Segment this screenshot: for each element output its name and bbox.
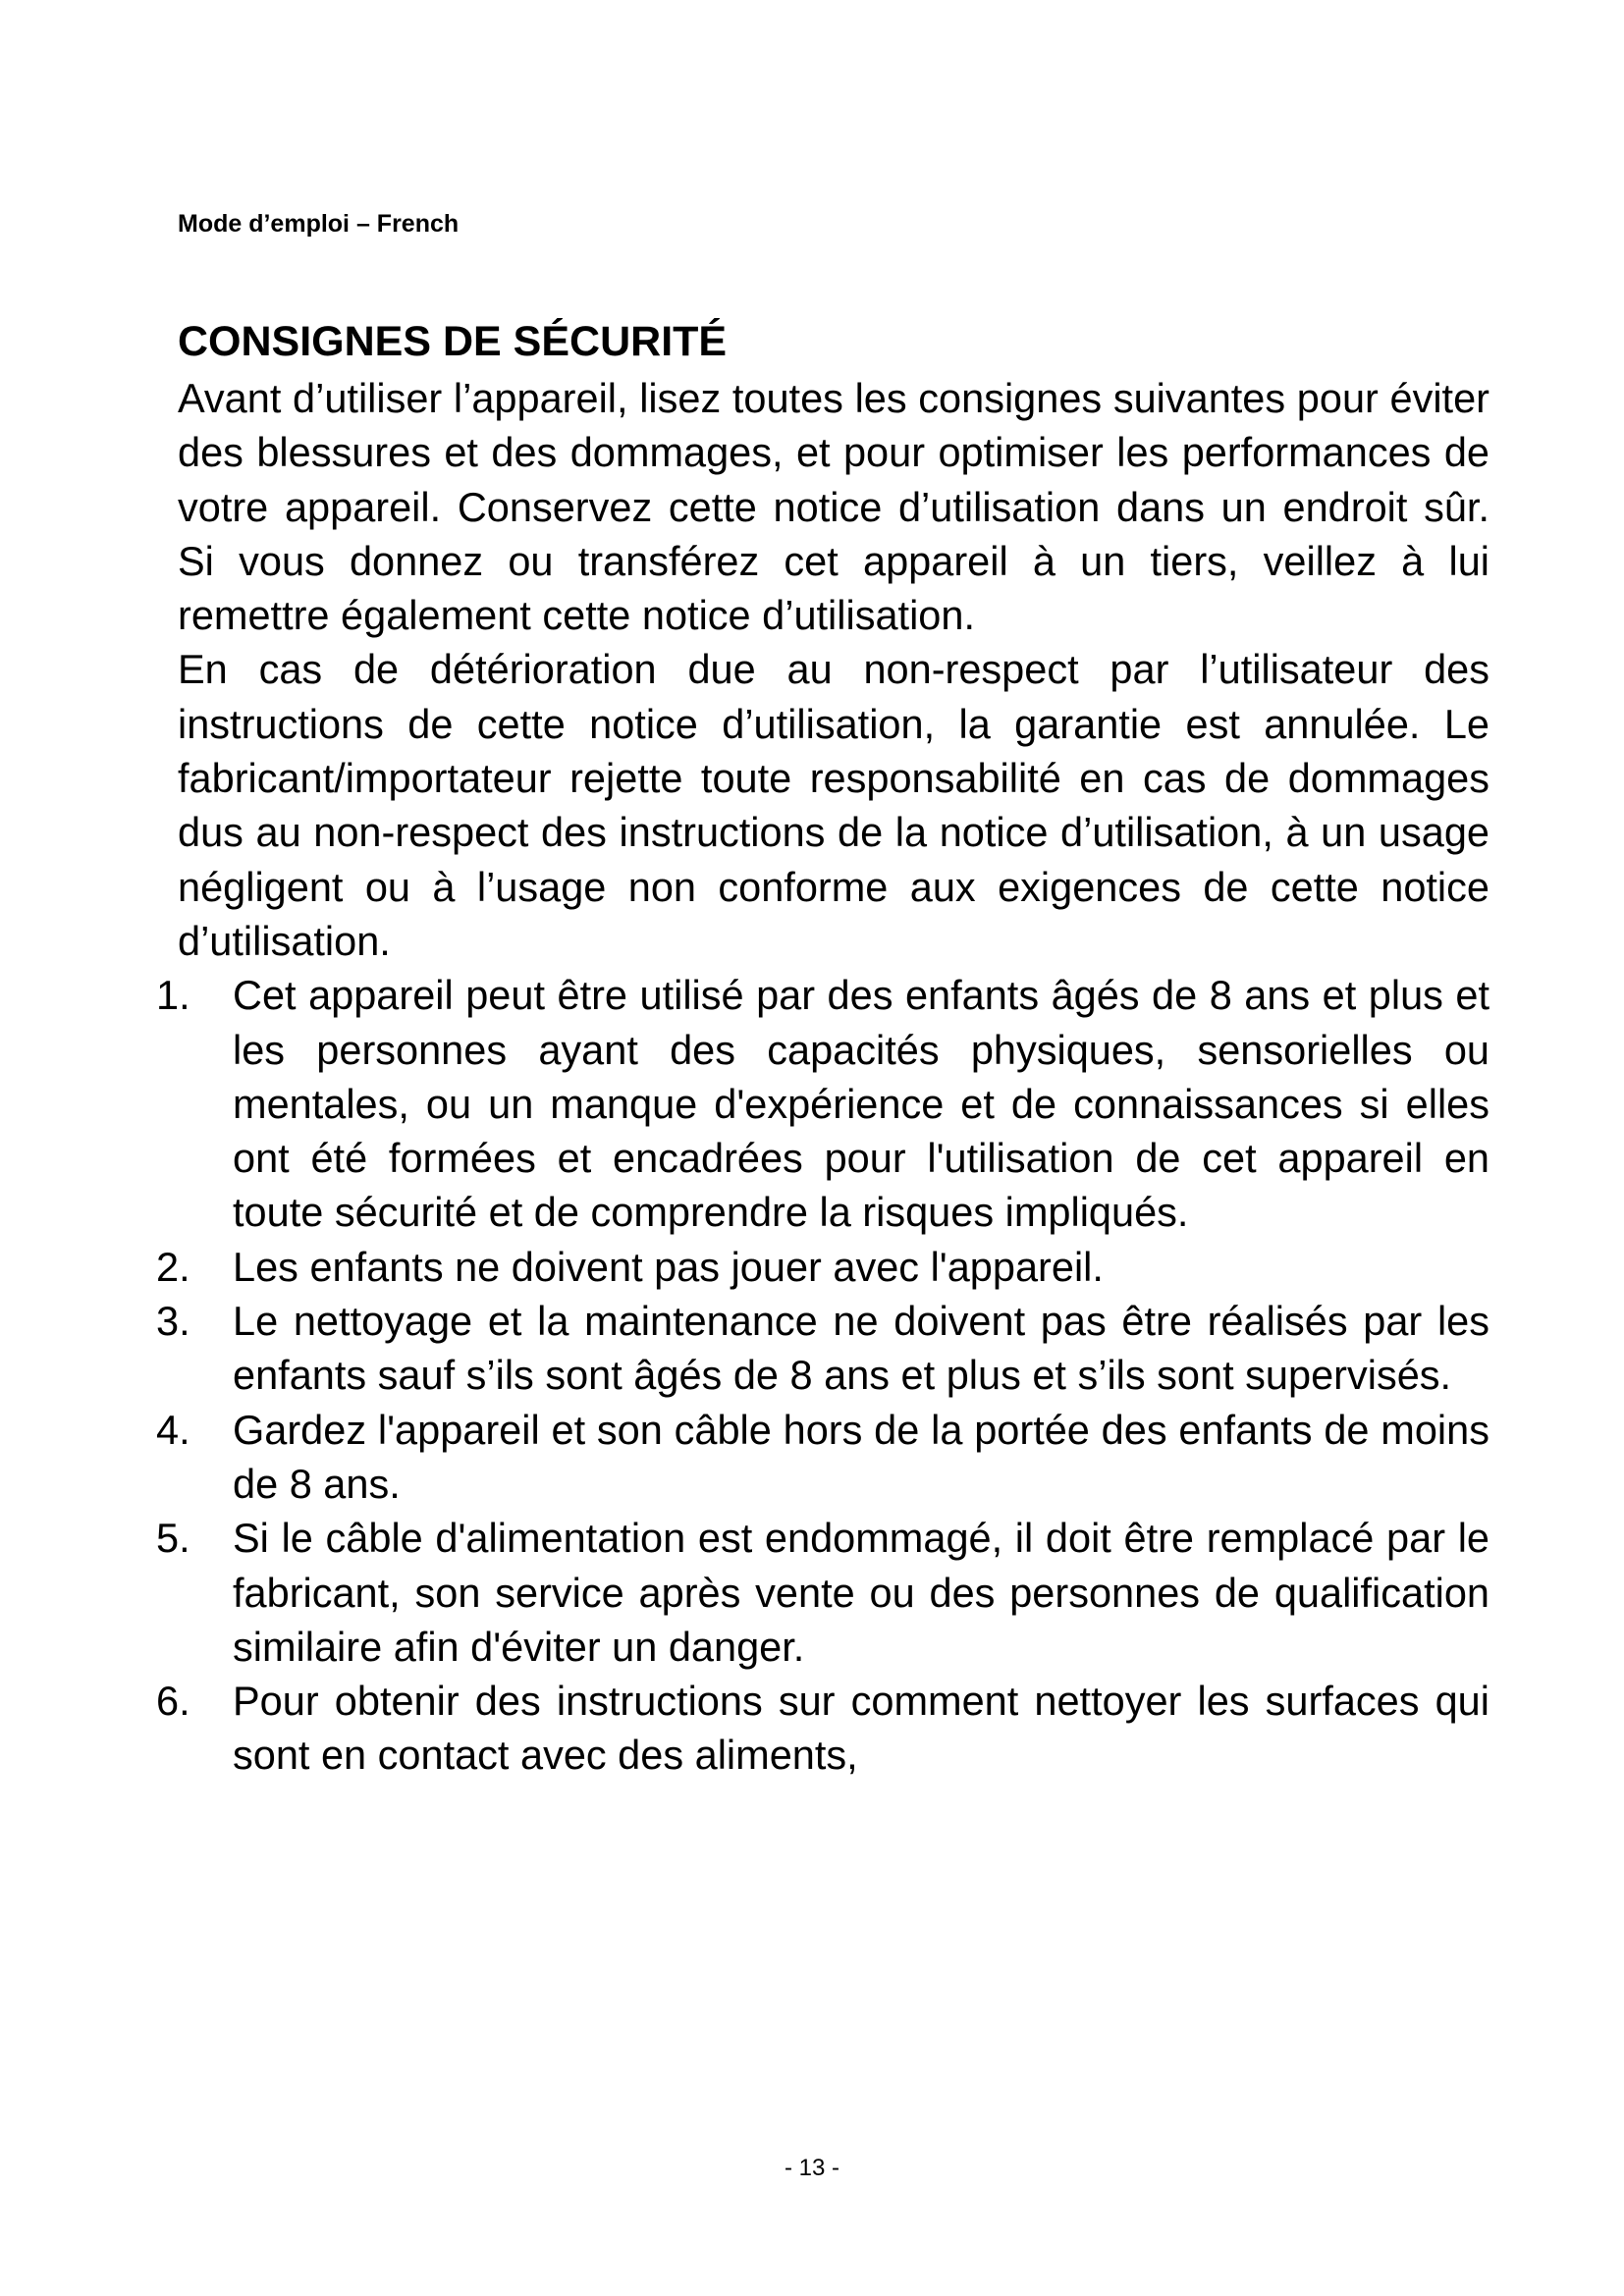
list-item-number: 3. [156,1298,190,1345]
list-item [156,1240,1489,1294]
safety-instructions-list [156,968,1489,1782]
page-number: - 13 - [784,2155,839,2181]
list-item [156,1294,1489,1403]
list-item-text: Le nettoyage et la maintenance ne doivent pas être réalisés par les enfants sauf s’ils sont âgés de 8 ans et plus et s’ils sont supervisés. [233,1298,1489,1399]
list-item-text: Si le câble d'alimentation est endommagé, il doit être remplacé par le fabricant, son service après vente ou des personnes de qualification similaire afin d'éviter un danger. [233,1515,1489,1670]
page-header: Mode d’emploi – French [178,210,460,238]
list-item-text: Les enfants ne doivent pas jouer avec l'appareil. [233,1243,1104,1290]
page-content [156,312,1489,1783]
section-heading: CONSIGNES DE SÉCURITÉ [178,318,728,365]
list-item [156,1674,1489,1783]
list-item-number: 4. [156,1406,190,1453]
intro-paragraph: Avant d’utiliser l’appareil, lisez toutes les consignes suivantes pour éviter des blessures et des dommages, et pour optimiser les performances de votre appareil. Conservez cette notice d’utilisation dans un endroit sûr. Si vous donnez ou transférez cet appareil à un tiers, veillez à lui remettre également cette notice d’utilisation. [178,375,1489,639]
list-item-number: 2. [156,1243,190,1290]
list-item [156,968,1489,1239]
list-item [156,1403,1489,1512]
list-item [156,1511,1489,1674]
list-item-text: Gardez l'appareil et son câble hors de la portée des enfants de moins de 8 ans. [233,1406,1489,1507]
list-item-number: 5. [156,1515,190,1562]
list-item-text: Pour obtenir des instructions sur comment nettoyer les surfaces qui sont en contact avec des aliments, [233,1678,1489,1779]
list-item-number: 1. [156,972,190,1019]
warranty-paragraph: En cas de détérioration due au non-respect par l’utilisateur des instructions de cette notice d’utilisation, la garantie est annulée. Le fabricant/importateur rejette toute responsabilité en cas de dommages dus au non-respect des instructions de la notice d’utilisation, à un usage négligent ou à l’usage non conforme aux exigences de cette notice d’utilisation. [178,646,1489,964]
list-item-text: Cet appareil peut être utilisé par des enfants âgés de 8 ans et plus et les personnes ayant des capacités physiques, sensorielles ou mentales, ou un manque d'expérience et de connaissances si elles ont été formées et encadrées pour l'utilisation de cet appareil en toute sécurité et de comprendre la risques impliqués. [233,972,1489,1236]
list-item-number: 6. [156,1678,190,1725]
